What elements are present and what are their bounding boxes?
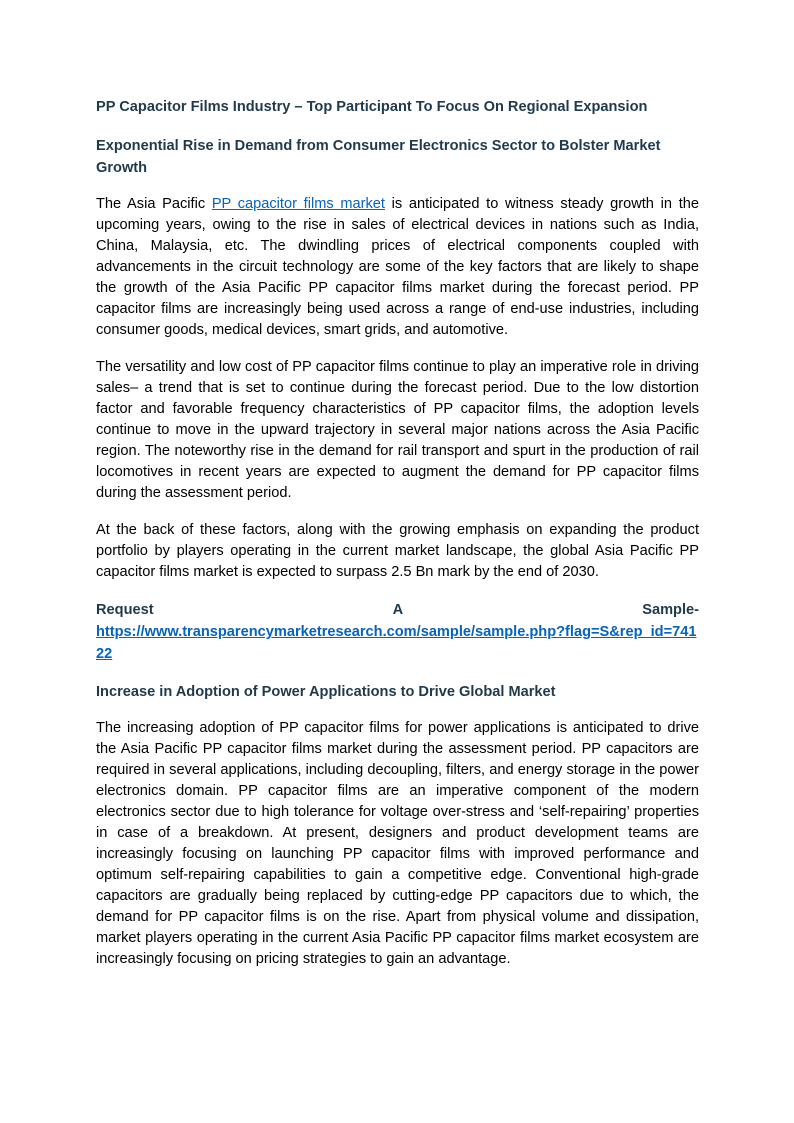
request-word: Request xyxy=(96,602,154,618)
sample-word: Sample- xyxy=(642,602,699,618)
request-sample-block xyxy=(96,599,699,665)
paragraph-intro xyxy=(96,194,699,341)
paragraph-intro-rest: is anticipated to witness steady growth in the upcoming years, owing to the rise in sales of electrical devices in nations such as India, China, Malaysia, etc. The dwindling prices of electrical components coupled with advancements in the circuit technology are some of the key factors that are likely to shape the growth of the Asia Pacific PP capacitor films market during the forecast period. PP capacitor films are increasingly being used across a range of end-use industries, including consumer goods, medical devices, smart grids, and automotive. xyxy=(96,196,699,338)
market-link[interactable]: PP capacitor films market xyxy=(211,196,385,212)
paragraph-outlook: At the back of these factors, along with the growing emphasis on expanding the product portfolio by players operating in the current market landscape, the global Asia Pacific PP capacitor films market is expected to surpass 2.5 Bn mark by the end of 2030. xyxy=(96,522,699,580)
a-word: A xyxy=(392,602,404,618)
paragraph-intro-lead: The Asia Pacific xyxy=(96,196,212,212)
paragraph-versatility: The versatility and low cost of PP capacitor films continue to play an imperative role in driving sales– a trend that is set to continue during the forecast period. Due to the low distortion factor and favorable frequency characteristics of PP capacitor films, the adoption levels continue to move in the upward trajectory in several major nations across the Asia Pacific region. The noteworthy rise in the demand for rail transport and spurt in the production of rail locomotives in recent years are expected to augment the demand for PP capacitor films during the assessment period. xyxy=(96,359,699,501)
paragraph-power-applications: The increasing adoption of PP capacitor films for power applications is anticipated to drive the Asia Pacific PP capacitor films market during the assessment period. PP capacitors are required in several applications, including decoupling, filters, and energy storage in the power electronics domain. PP capacitor films are an imperative component of the modern electronics sector due to high tolerance for voltage over-stress and ‘self-repairing’ properties in case of a breakdown. At present, designers and product development teams are increasingly focusing on launching PP capacitor films with improved performance and optimum self-repairing capabilities to gain a competitive edge. Conventional high-grade capacitors are gradually being replaced by cutting-edge PP capacitors due to which, the demand for PP capacitor films is on the rise. Apart from physical volume and dissipation, market players operating in the current Asia Pacific PP capacitor films market ecosystem are increasingly focusing on pricing strategies to gain an advantage. xyxy=(96,720,699,967)
section-heading-power-applications: Increase in Adoption of Power Applications to Drive Global Market xyxy=(96,684,556,700)
document-page xyxy=(96,96,699,986)
request-sample-label xyxy=(96,599,699,621)
section-heading-consumer-electronics: Exponential Rise in Demand from Consumer Electronics Sector to Bolster Market Growth xyxy=(96,138,661,176)
request-sample-link[interactable]: https://www.transparencymarketresearch.com/sample/sample.php?flag=S&rep_id=74122 xyxy=(96,624,697,662)
document-title: PP Capacitor Films Industry – Top Participant To Focus On Regional Expansion xyxy=(96,99,648,115)
